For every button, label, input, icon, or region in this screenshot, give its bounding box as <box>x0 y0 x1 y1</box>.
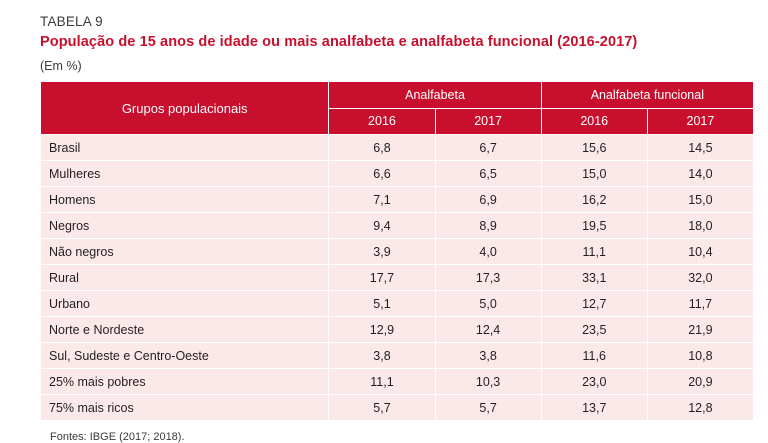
data-table <box>40 81 754 421</box>
unit-note: (Em %) <box>40 59 82 73</box>
row-value: 14,0 <box>647 161 753 187</box>
row-label: Homens <box>41 187 329 213</box>
column-header-year-4: 2017 <box>647 108 753 135</box>
row-value: 23,0 <box>541 369 647 395</box>
row-label: Norte e Nordeste <box>41 317 329 343</box>
row-value: 6,6 <box>329 161 435 187</box>
table-row <box>41 135 754 161</box>
row-value: 5,1 <box>329 291 435 317</box>
row-label: 25% mais pobres <box>41 369 329 395</box>
table-row <box>41 239 754 265</box>
table-row <box>41 317 754 343</box>
row-value: 15,6 <box>541 135 647 161</box>
table-head <box>41 82 754 135</box>
row-value: 7,1 <box>329 187 435 213</box>
row-value: 17,3 <box>435 265 541 291</box>
column-header-analfabeta: Analfabeta <box>329 82 541 109</box>
row-value: 13,7 <box>541 395 647 421</box>
row-value: 6,9 <box>435 187 541 213</box>
row-value: 10,8 <box>647 343 753 369</box>
row-label: 75% mais ricos <box>41 395 329 421</box>
row-label: Rural <box>41 265 329 291</box>
row-value: 12,8 <box>647 395 753 421</box>
column-header-year-3: 2016 <box>541 108 647 135</box>
row-value: 33,1 <box>541 265 647 291</box>
row-value: 12,9 <box>329 317 435 343</box>
column-header-analfabeta-funcional: Analfabeta funcional <box>541 82 753 109</box>
row-value: 20,9 <box>647 369 753 395</box>
row-value: 12,4 <box>435 317 541 343</box>
table-row <box>41 161 754 187</box>
row-value: 3,8 <box>435 343 541 369</box>
column-header-year-2: 2017 <box>435 108 541 135</box>
row-value: 6,7 <box>435 135 541 161</box>
column-header-groups: Grupos populacionais <box>41 82 329 135</box>
row-value: 17,7 <box>329 265 435 291</box>
row-value: 10,4 <box>647 239 753 265</box>
row-value: 11,1 <box>541 239 647 265</box>
row-value: 5,7 <box>329 395 435 421</box>
table-body <box>41 135 754 421</box>
table-row <box>41 265 754 291</box>
row-value: 23,5 <box>541 317 647 343</box>
row-label: Mulheres <box>41 161 329 187</box>
row-value: 5,0 <box>435 291 541 317</box>
row-label: Sul, Sudeste e Centro-Oeste <box>41 343 329 369</box>
table-row <box>41 213 754 239</box>
row-value: 11,6 <box>541 343 647 369</box>
table-row <box>41 291 754 317</box>
row-value: 6,8 <box>329 135 435 161</box>
row-value: 11,7 <box>647 291 753 317</box>
row-value: 8,9 <box>435 213 541 239</box>
row-value: 15,0 <box>541 161 647 187</box>
table-row <box>41 187 754 213</box>
row-value: 4,0 <box>435 239 541 265</box>
row-value: 3,9 <box>329 239 435 265</box>
table-row <box>41 395 754 421</box>
row-value: 3,8 <box>329 343 435 369</box>
row-value: 19,5 <box>541 213 647 239</box>
table-row <box>41 343 754 369</box>
row-value: 11,1 <box>329 369 435 395</box>
row-value: 14,5 <box>647 135 753 161</box>
row-label: Negros <box>41 213 329 239</box>
page-title: População de 15 anos de idade ou mais analfabeta e analfabeta funcional (2016-2017) <box>40 34 638 50</box>
row-value: 18,0 <box>647 213 753 239</box>
table-number: TABELA 9 <box>40 14 103 29</box>
row-value: 5,7 <box>435 395 541 421</box>
row-value: 15,0 <box>647 187 753 213</box>
row-label: Urbano <box>41 291 329 317</box>
column-header-year-1: 2016 <box>329 108 435 135</box>
row-value: 32,0 <box>647 265 753 291</box>
row-value: 16,2 <box>541 187 647 213</box>
sources-note: Fontes: IBGE (2017; 2018). <box>50 431 185 443</box>
row-label: Não negros <box>41 239 329 265</box>
row-value: 6,5 <box>435 161 541 187</box>
row-value: 12,7 <box>541 291 647 317</box>
row-label: Brasil <box>41 135 329 161</box>
header-row-span <box>41 82 754 109</box>
row-value: 9,4 <box>329 213 435 239</box>
row-value: 10,3 <box>435 369 541 395</box>
row-value: 21,9 <box>647 317 753 343</box>
table-row <box>41 369 754 395</box>
